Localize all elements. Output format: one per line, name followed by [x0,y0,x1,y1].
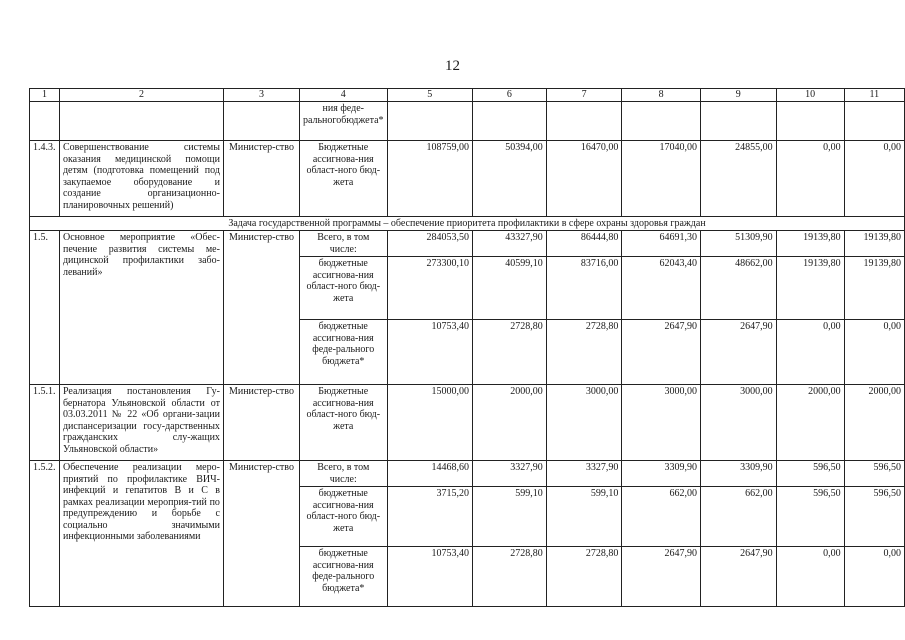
source-cell: ния феде-ральногобюджета* [299,102,387,141]
name-cell: Обеспечение реализации меро-приятий по профилактике ВИЧ-инфекций и гепатитов В и С в рамках реализации мероприя-тий по предупреждению и борьбе с социально значимыми инфекционными заболеваниями [59,461,223,607]
header-cell: 3 [223,89,299,102]
value-cell: 0,00 [844,141,904,217]
value-cell: 3000,00 [700,385,776,461]
value-cell: 2000,00 [844,385,904,461]
task-cell: Задача государственной программы – обеспечение приоритета профилактики в сфере охраны здоровья граждан [30,217,905,231]
value-cell [387,102,472,141]
table-row [30,231,905,257]
value-cell: 0,00 [844,547,904,607]
value-cell: 3715,20 [387,487,472,547]
header-cell: 1 [30,89,60,102]
value-cell: 2647,90 [622,320,701,385]
value-cell [546,102,622,141]
executor-cell: Министер-ство [223,141,299,217]
header-cell: 5 [387,89,472,102]
header-cell: 11 [844,89,904,102]
value-cell [844,102,904,141]
header-cell: 4 [299,89,387,102]
name-cell: Совершенствование системы оказания медицинской помощи детям (подготовка помещений под закупаемое оборудование и создание организационно-планировочных решений) [59,141,223,217]
header-cell: 8 [622,89,701,102]
page-number: 12 [445,58,460,74]
value-cell: 596,50 [776,487,844,547]
source-cell: Бюджетные ассигнова-ния област-ного бюд-жета [299,141,387,217]
code-cell: 1.5.2. [30,461,60,607]
value-cell [700,102,776,141]
value-cell: 2647,90 [700,547,776,607]
value-cell: 273300,10 [387,257,472,320]
value-cell: 2000,00 [472,385,546,461]
value-cell: 19139,80 [776,257,844,320]
name-cell: Основное мероприятие «Обес-печение развития системы ме-дицинской профилактики забо-леваний» [59,231,223,385]
value-cell: 83716,00 [546,257,622,320]
value-cell [622,102,701,141]
source-cell: бюджетные ассигнова-ния феде-рального бюджета* [299,547,387,607]
value-cell: 19139,80 [776,231,844,257]
value-cell: 2728,80 [472,320,546,385]
value-cell: 19139,80 [844,257,904,320]
source-cell: бюджетные ассигнова-ния феде-рального бюджета* [299,320,387,385]
value-cell: 17040,00 [622,141,701,217]
value-cell: 2647,90 [622,547,701,607]
value-cell: 596,50 [776,461,844,487]
code-cell [30,102,60,141]
code-cell: 1.5. [30,231,60,385]
value-cell: 24855,00 [700,141,776,217]
code-cell: 1.4.3. [30,141,60,217]
value-cell: 284053,50 [387,231,472,257]
executor-cell [223,102,299,141]
header-cell: 7 [546,89,622,102]
value-cell: 16470,00 [546,141,622,217]
table-row [30,385,905,461]
name-cell: Реализация постановления Гу-бернатора Ульяновской области от 03.03.2011 № 22 «Об органи-зации диспансеризации госу-дарственных гражданских слу-жащих Ульяновской области» [59,385,223,461]
source-cell: Всего, в том числе: [299,461,387,487]
header-cell: 2 [59,89,223,102]
value-cell: 662,00 [700,487,776,547]
value-cell: 2728,80 [546,320,622,385]
value-cell: 0,00 [776,547,844,607]
value-cell: 3000,00 [546,385,622,461]
value-cell: 2647,90 [700,320,776,385]
value-cell: 596,50 [844,461,904,487]
value-cell: 596,50 [844,487,904,547]
value-cell: 3309,90 [622,461,701,487]
value-cell: 2000,00 [776,385,844,461]
source-cell: бюджетные ассигнова-ния област-ного бюд-жета [299,257,387,320]
header-cell: 9 [700,89,776,102]
value-cell: 3327,90 [472,461,546,487]
executor-cell: Министер-ство [223,231,299,385]
value-cell: 51309,90 [700,231,776,257]
value-cell [472,102,546,141]
value-cell: 19139,80 [844,231,904,257]
value-cell: 10753,40 [387,547,472,607]
source-cell: бюджетные ассигнова-ния област-ного бюд-жета [299,487,387,547]
source-cell: Всего, в том числе: [299,231,387,257]
header-cell: 10 [776,89,844,102]
value-cell: 662,00 [622,487,701,547]
value-cell: 3309,90 [700,461,776,487]
value-cell: 48662,00 [700,257,776,320]
value-cell: 0,00 [776,141,844,217]
table-row [30,102,905,141]
code-cell: 1.5.1. [30,385,60,461]
value-cell: 3000,00 [622,385,701,461]
value-cell: 0,00 [776,320,844,385]
value-cell: 2728,80 [546,547,622,607]
table-row [30,141,905,217]
executor-cell: Министер-ство [223,385,299,461]
source-cell: Бюджетные ассигнова-ния област-ного бюд-жета [299,385,387,461]
task-row [30,217,905,231]
value-cell: 599,10 [472,487,546,547]
name-cell [59,102,223,141]
value-cell: 14468,60 [387,461,472,487]
table-row [30,461,905,487]
value-cell [776,102,844,141]
value-cell: 15000,00 [387,385,472,461]
value-cell: 108759,00 [387,141,472,217]
value-cell: 43327,90 [472,231,546,257]
value-cell: 64691,30 [622,231,701,257]
value-cell: 0,00 [844,320,904,385]
value-cell: 3327,90 [546,461,622,487]
value-cell: 2728,80 [472,547,546,607]
executor-cell: Министер-ство [223,461,299,607]
value-cell: 50394,00 [472,141,546,217]
value-cell: 10753,40 [387,320,472,385]
value-cell: 599,10 [546,487,622,547]
value-cell: 40599,10 [472,257,546,320]
header-row [30,89,905,102]
value-cell: 62043,40 [622,257,701,320]
header-cell: 6 [472,89,546,102]
value-cell: 86444,80 [546,231,622,257]
budget-table [29,88,905,607]
